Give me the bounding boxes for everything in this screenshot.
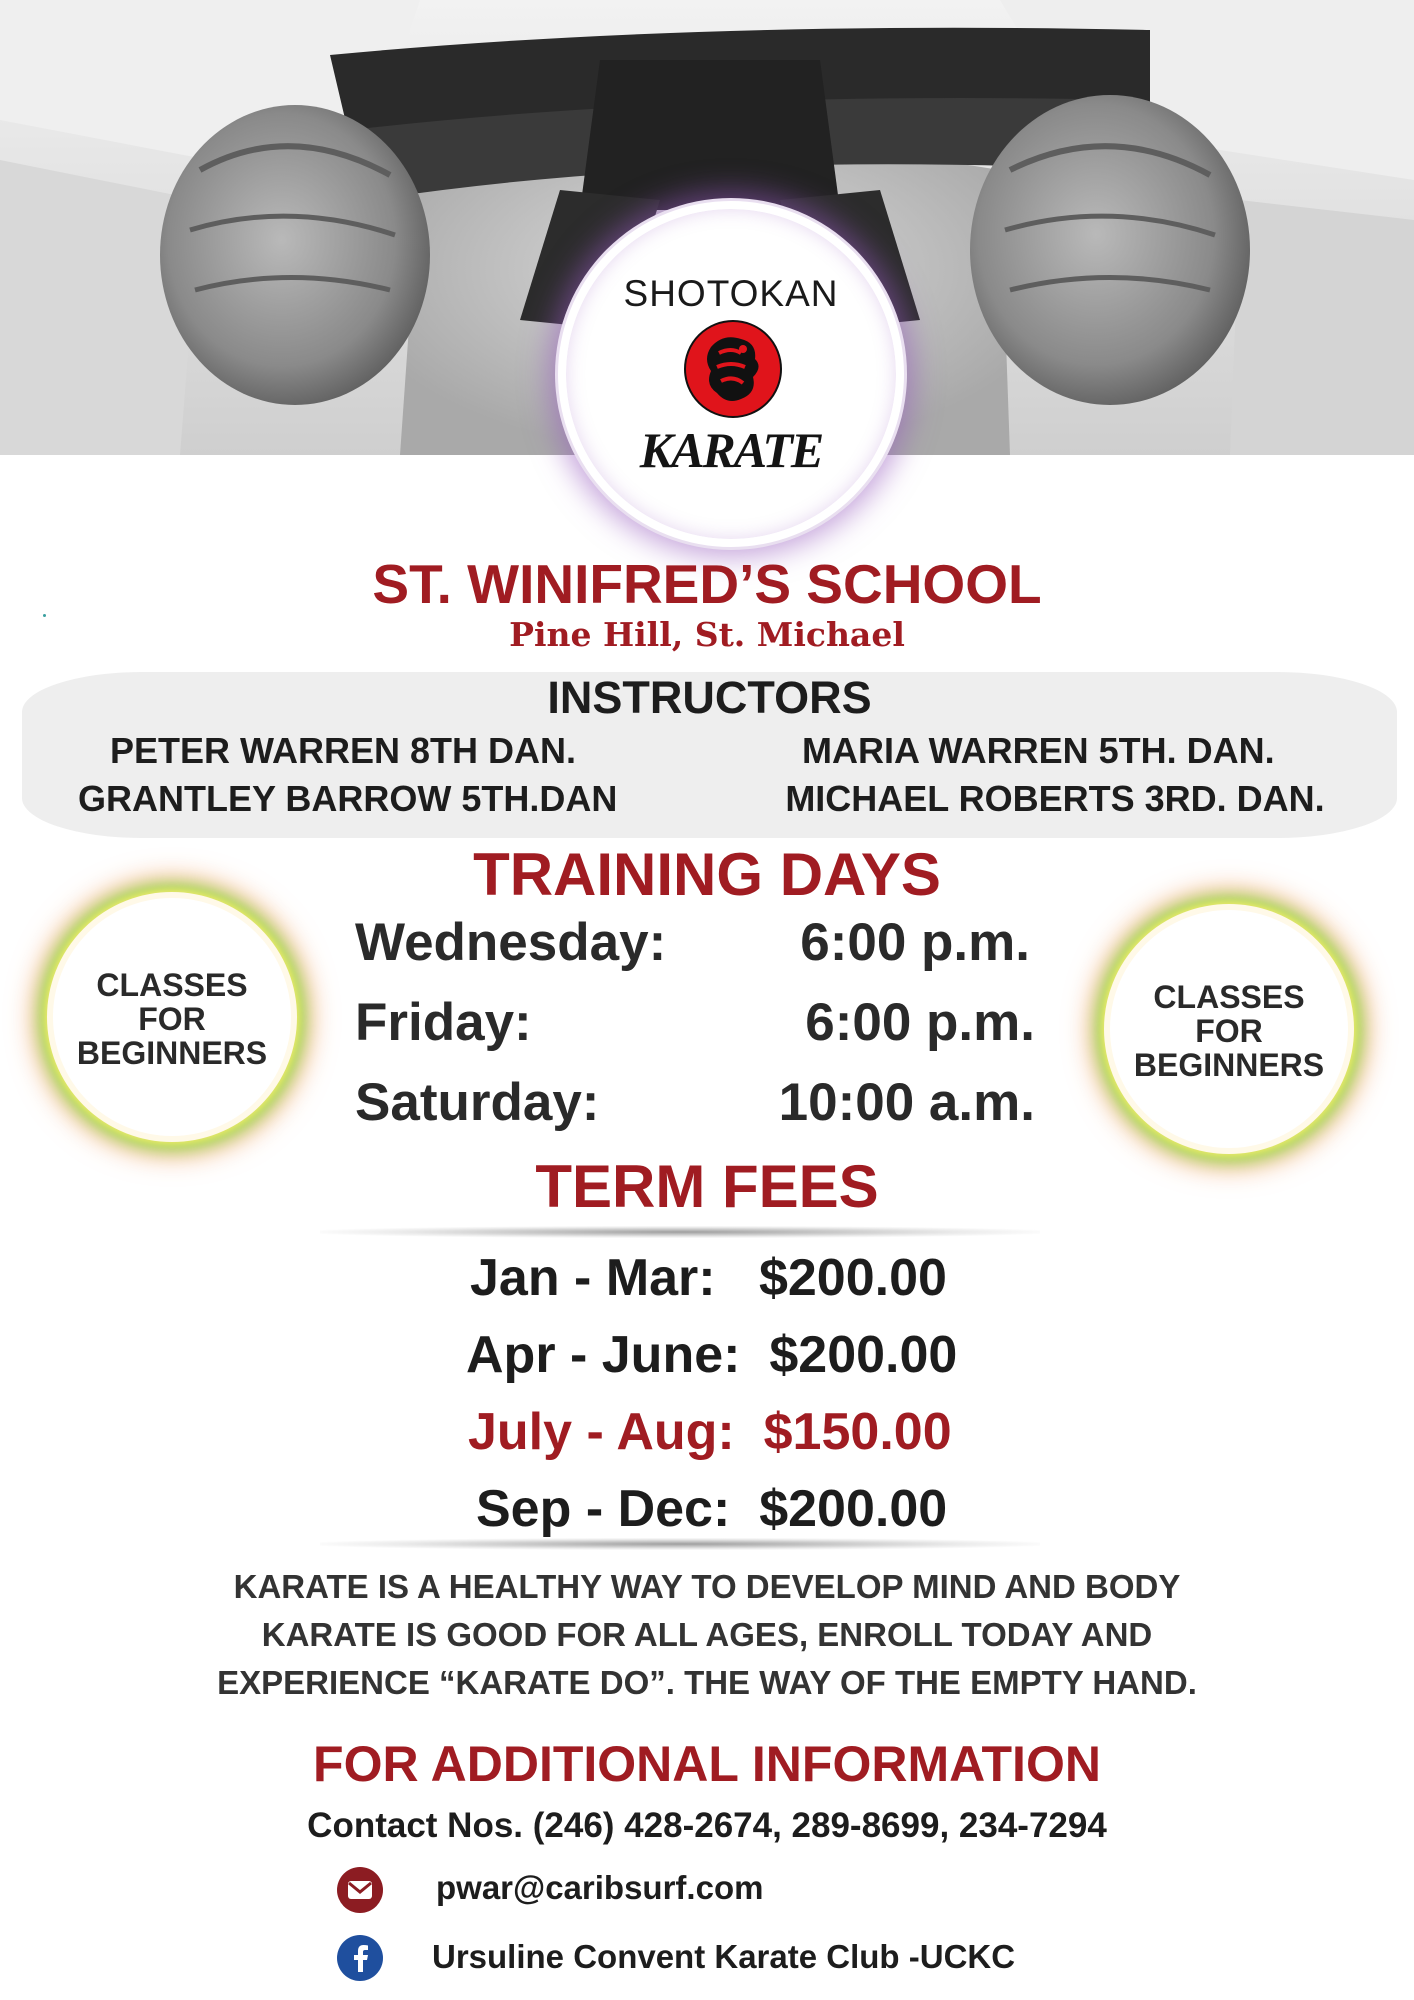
instructor-name: PETER WARREN 8TH DAN. — [110, 730, 577, 771]
instructor-name: MICHAEL ROBERTS 3RD. DAN. — [785, 778, 1325, 819]
email-link[interactable]: pwar@caribsurf.com — [436, 1869, 764, 1906]
logo-top-text: SHOTOKAN — [623, 273, 839, 314]
fee-row-highlight — [468, 1402, 952, 1462]
tagline-line: EXPERIENCE “KARATE DO”. THE WAY OF THE EMPTY HAND. — [217, 1664, 1197, 1701]
training-day: Friday: — [355, 993, 532, 1052]
tagline-line: KARATE IS GOOD FOR ALL AGES, ENROLL TODAY AND — [261, 1616, 1153, 1653]
school-name: ST. WINIFRED’S SCHOOL — [372, 553, 1042, 615]
fee-row — [466, 1325, 957, 1385]
tagline-line: KARATE IS A HEALTHY WAY TO DEVELOP MIND AND BODY — [233, 1568, 1181, 1605]
training-days-title: TRAINING DAYS — [473, 841, 941, 908]
training-time: 10:00 a.m. — [778, 1073, 1035, 1132]
fee-amount: $200.00 — [758, 1249, 947, 1307]
logo-bottom-text: KARATE — [639, 422, 823, 478]
badge-line: BEGINNERS — [76, 1035, 268, 1071]
fee-amount: $200.00 — [759, 1480, 948, 1538]
instructors-panel — [22, 672, 1397, 838]
badge-line: FOR — [1195, 1013, 1263, 1049]
fees-divider-top — [320, 1226, 1040, 1238]
badge-line: CLASSES — [1153, 979, 1305, 1015]
tiger-emblem-icon — [683, 319, 783, 419]
beginners-badge-right — [1104, 904, 1354, 1154]
term-fees-title: TERM FEES — [535, 1153, 879, 1220]
instructors-title: INSTRUCTORS — [547, 672, 872, 723]
shotokan-karate-logo — [558, 201, 904, 547]
instructor-name: MARIA WARREN 5TH. DAN. — [802, 730, 1275, 771]
facebook-link[interactable]: Ursuline Convent Karate Club -UCKC — [432, 1938, 1016, 1975]
facebook-icon — [336, 1934, 384, 1982]
beginners-badge-left — [47, 892, 297, 1142]
fee-period: July - Aug: — [468, 1403, 735, 1461]
fee-amount: $150.00 — [763, 1403, 952, 1461]
fee-amount: $200.00 — [769, 1326, 958, 1384]
fee-period: Sep - Dec: — [476, 1480, 731, 1538]
fee-period: Jan - Mar: — [470, 1249, 716, 1307]
fee-period: Apr - June: — [466, 1326, 741, 1384]
fees-divider-bottom — [320, 1538, 1040, 1550]
badge-line: BEGINNERS — [1133, 1047, 1325, 1083]
badge-line: FOR — [138, 1001, 206, 1037]
training-time: 6:00 p.m. — [805, 993, 1035, 1052]
fee-row — [476, 1479, 947, 1539]
training-day: Wednesday: — [355, 913, 667, 972]
instructor-name: GRANTLEY BARROW 5TH.DAN — [78, 778, 618, 819]
school-location: Pine Hill, St. Michael — [509, 615, 905, 654]
contact-numbers: Contact Nos. (246) 428-2674, 289-8699, 234-7294 — [307, 1806, 1107, 1845]
training-time: 6:00 p.m. — [800, 913, 1030, 972]
fee-row — [470, 1248, 947, 1308]
badge-line: CLASSES — [96, 967, 248, 1003]
additional-info-title: FOR ADDITIONAL INFORMATION — [313, 1736, 1101, 1792]
training-day: Saturday: — [355, 1073, 600, 1132]
envelope-icon — [336, 1866, 384, 1914]
